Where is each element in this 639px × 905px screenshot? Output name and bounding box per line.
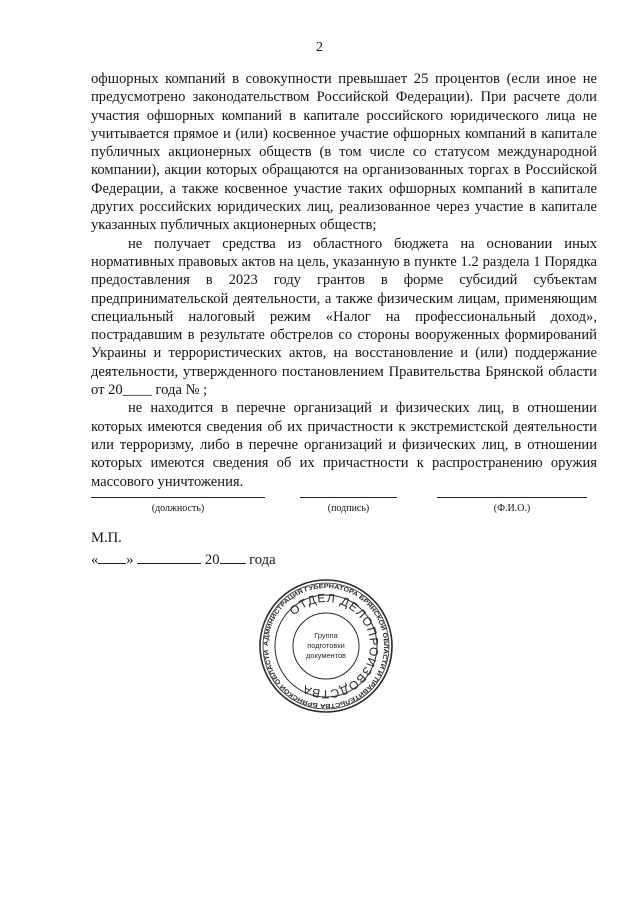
- date-suffix: года: [249, 552, 276, 568]
- document-body: [91, 70, 597, 491]
- year-blank: [220, 551, 246, 564]
- stamp-center-line-3: документов: [306, 651, 346, 660]
- name-signature-line: [437, 497, 587, 498]
- paragraph-budget-funds: не получает средства из областного бюджета на основании иных нормативных правовых актов на цель, указанную в пункте 1.2 раздела 1 Порядка предоставления в 2023 году грантов в форме субсидий субъектам предпринимательской деятельности, а также физическим лицам, применяющим специальный налоговый режим «Налог на профессиональный доход», пострадавшим в результате обстрелов со стороны вооруженных формирований Украины и террористических актов, на восстановление и (или) поддержание деятельности, утвержденного постановлением Правительства Брянской области от 20____ года № ;: [91, 235, 597, 399]
- date-close-quote: »: [126, 552, 134, 568]
- stamp-outer-text: АДМИНИСТРАЦИЯ ГУБЕРНАТОРА БРЯНСКОЙ ОБЛАСТИ И ПРАВИТЕЛЬСТВА БРЯНСКОЙ ОБЛАСТИ: [262, 582, 390, 710]
- position-signature-line: [91, 497, 265, 498]
- month-blank: [137, 551, 201, 564]
- paragraph-offshore: офшорных компаний в совокупности превышает 25 процентов (если иное не предусмотрено законодательством Российской Федерации). При расчете доли участия офшорных компаний в капитале российского юридического лица не учитывается прямое и (или) косвенное участие офшорных компаний в капитале публичных акционерных обществ (в том числе со статусом международной компании), акции которых обращаются на организованных торгах в Российской Федерации, а также косвенное участие таких офшорных компаний в капитале других российских юридических лиц, реализованное через участие в капитале указанных публичных акционерных обществ;: [91, 71, 597, 234]
- stamp-center-line-1: Группа: [314, 631, 338, 640]
- name-label: (Ф.И.О.): [493, 503, 531, 514]
- date-century: 20: [204, 552, 220, 568]
- signature-line: [300, 497, 397, 498]
- stamp-inner-text: ОТДЕЛ ДЕЛОПРОИЗВОДСТВА: [286, 590, 382, 702]
- date-open-quote: «: [91, 552, 99, 568]
- day-blank: [98, 551, 126, 564]
- position-label: (должность): [151, 503, 205, 514]
- seal-place-mark: М.П.: [91, 530, 122, 546]
- page-number: 2: [316, 40, 323, 55]
- stamp-center-line-2: подготовки: [307, 641, 345, 650]
- signature-label: (подпись): [327, 503, 370, 514]
- date-line: [91, 551, 276, 569]
- paragraph-extremism-list: не находится в перечне организаций и физических лиц, в отношении которых имеются сведения об их причастности к экстремистской деятельности или терроризму, либо в перечне организаций и физических лиц, в отношении которых имеются сведения об их причастности к распространению оружия массового уничтожения.: [91, 400, 597, 490]
- office-stamp: [258, 578, 394, 714]
